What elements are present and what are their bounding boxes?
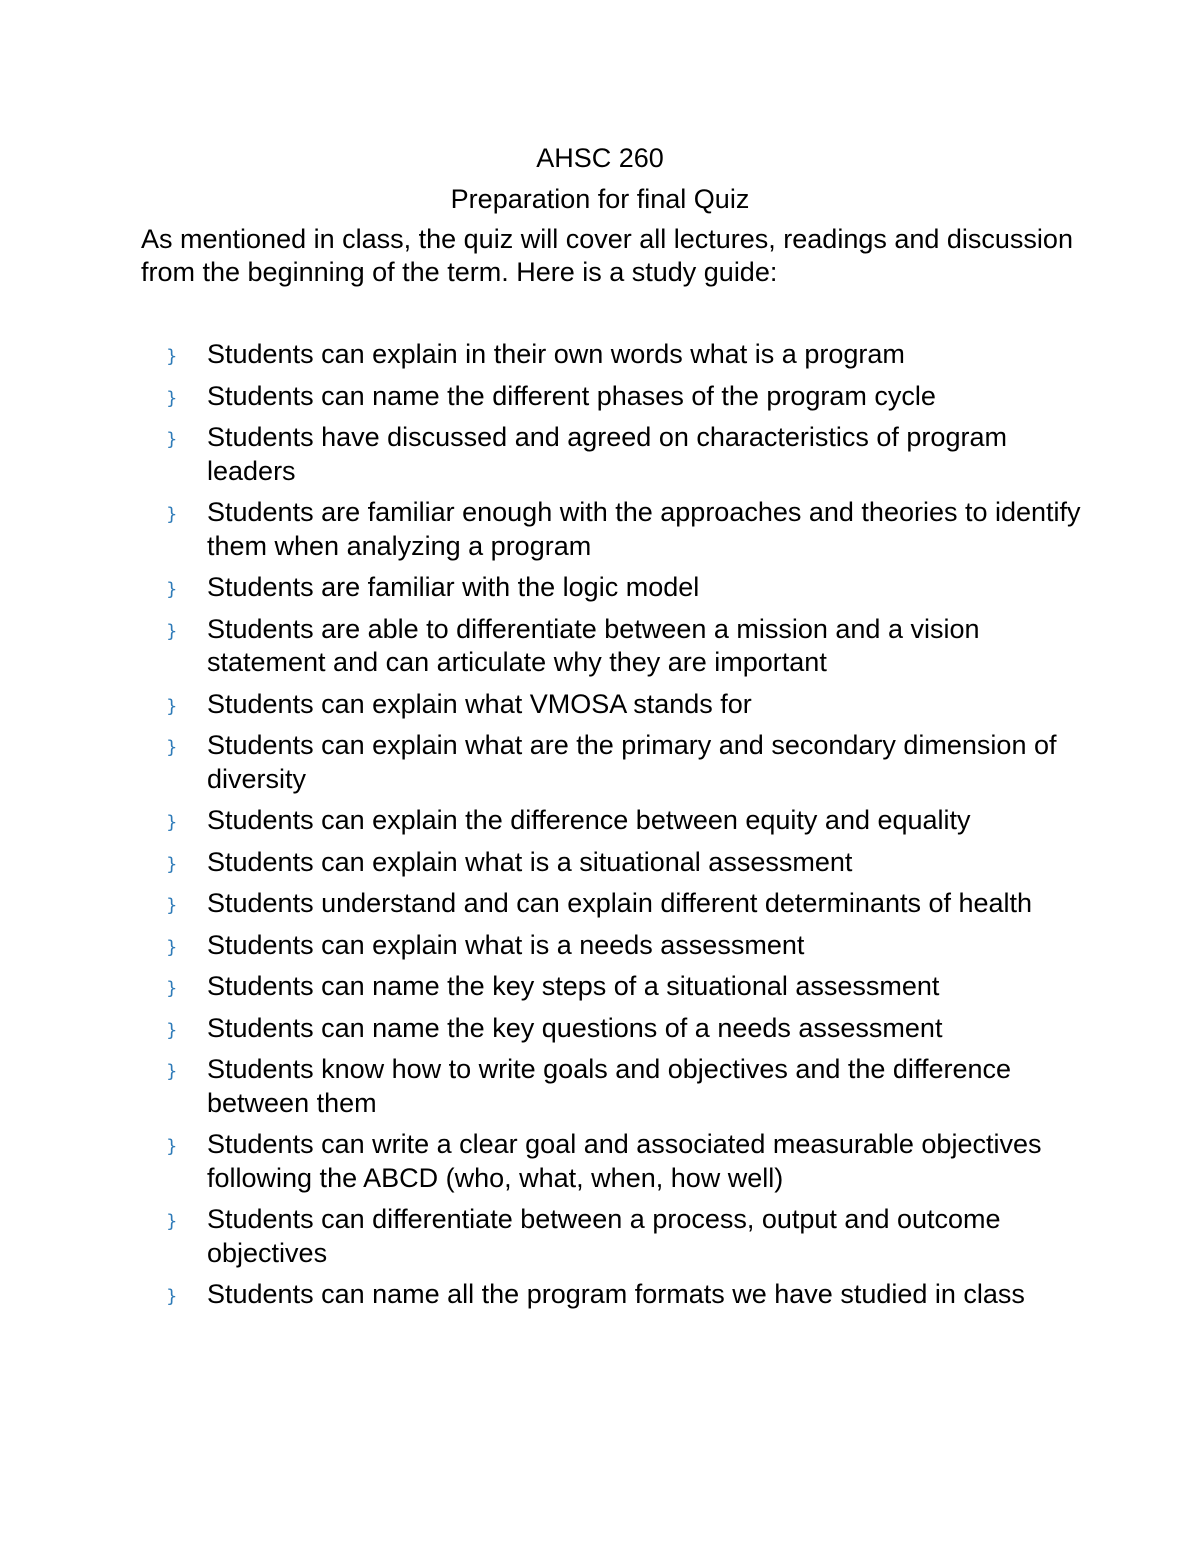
list-item-text: Students can explain the difference between equity and equality — [207, 805, 971, 835]
bullet-icon: } — [166, 737, 178, 758]
list-item-text: Students are familiar with the logic model — [207, 572, 700, 602]
bullet-icon: } — [166, 1019, 178, 1041]
list-item — [0, 887, 1200, 921]
list-item — [0, 613, 1200, 680]
bullet-icon: } — [166, 1136, 178, 1157]
bullet-icon: } — [166, 346, 178, 367]
document-subtitle: Preparation for final Quiz — [450, 184, 750, 214]
list-item — [0, 804, 1200, 838]
course-title: AHSC 260 — [536, 143, 664, 173]
list-item — [0, 1278, 1200, 1312]
list-item-text: Students understand and can explain different determinants of health — [207, 888, 1033, 918]
list-item — [0, 1128, 1200, 1195]
list-item-text: Students know how to write goals and objectives and the difference between them — [207, 1054, 1012, 1118]
list-item — [0, 970, 1200, 1004]
list-item — [0, 688, 1200, 722]
list-item-text: Students can explain what is a needs assessment — [207, 929, 805, 960]
list-item — [0, 571, 1200, 605]
list-item — [0, 1053, 1200, 1120]
bullet-icon: } — [166, 695, 178, 717]
list-item-text: Students can explain in their own words what is a program — [207, 339, 905, 369]
bullet-icon: } — [166, 579, 178, 600]
list-item-text: Students are familiar enough with the approaches and theories to identify them when analyzing a program — [207, 497, 1081, 561]
bullet-icon: } — [166, 504, 178, 525]
list-item — [0, 496, 1200, 563]
list-item — [0, 338, 1200, 372]
list-item — [0, 729, 1200, 796]
list-item — [0, 929, 1200, 963]
list-item-text: Students are able to differentiate between a mission and a vision statement and can articulate why they are important — [207, 613, 980, 677]
list-item-text: Students have discussed and agreed on characteristics of program leaders — [207, 422, 1007, 486]
list-item-text: Students can name the key steps of a situational assessment — [207, 971, 940, 1001]
list-item-text: Students can write a clear goal and associated measurable objectives following the ABCD (who, what, when, how well) — [207, 1129, 1042, 1193]
list-item-text: Students can differentiate between a process, output and outcome objectives — [207, 1204, 1001, 1268]
bullet-icon: } — [166, 387, 178, 409]
list-item — [0, 421, 1200, 488]
bullet-icon: } — [166, 812, 178, 833]
bullet-icon: } — [166, 620, 178, 642]
list-item-text: Students can explain what is a situational assessment — [207, 846, 853, 877]
bullet-icon: } — [166, 978, 178, 999]
list-item-text: Students can name the different phases of the program cycle — [207, 380, 936, 411]
bullet-icon: } — [166, 429, 178, 450]
list-item — [0, 846, 1200, 880]
list-item — [0, 1012, 1200, 1046]
intro-paragraph: As mentioned in class, the quiz will cover all lectures, readings and discussion from the beginning of the term. Here is a study guide: — [141, 224, 1073, 287]
bullet-icon: } — [166, 853, 178, 875]
study-guide-list — [0, 338, 1200, 1320]
list-item-text: Students can name the key questions of a needs assessment — [207, 1012, 943, 1043]
bullet-icon: } — [166, 936, 178, 958]
list-item-text: Students can explain what VMOSA stands for — [207, 688, 752, 719]
bullet-icon: } — [166, 1211, 178, 1232]
bullet-icon: } — [166, 895, 178, 916]
list-item — [0, 380, 1200, 414]
list-item-text: Students can explain what are the primary and secondary dimension of diversity — [207, 730, 1057, 794]
list-item-text: Students can name all the program formats we have studied in class — [207, 1279, 1025, 1309]
bullet-icon: } — [166, 1061, 178, 1082]
bullet-icon: } — [166, 1286, 178, 1307]
list-item — [0, 1203, 1200, 1270]
